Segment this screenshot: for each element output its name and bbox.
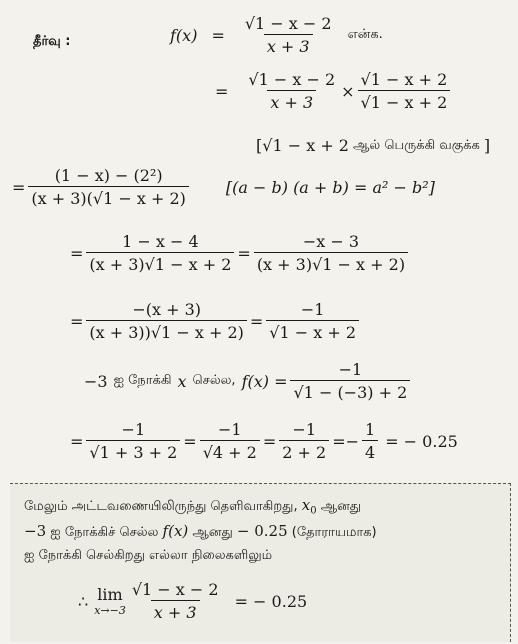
numerator: −1 — [121, 420, 146, 439]
denominator: √4 + 2 — [200, 440, 260, 462]
note-text-a: மேலும் அட்டவணையிலிருந்து தெளிவாகிறது, — [24, 499, 298, 514]
numerator: −x − 3 — [302, 232, 360, 251]
fx-label: f(x) = — [241, 371, 288, 391]
note-text-c: ஆனது — [320, 499, 362, 514]
open-bracket: [ — [256, 136, 263, 155]
equals-sign: = — [12, 177, 26, 197]
denominator: 2 + 2 — [279, 440, 329, 462]
denominator: √1 − (−3) + 2 — [290, 380, 410, 402]
denominator: √1 + 3 + 2 — [86, 440, 180, 462]
fraction — [290, 360, 410, 402]
going-text: செல்ல, — [192, 373, 236, 388]
numerator: √1 − x − 2 — [244, 14, 332, 33]
limit-statement — [78, 580, 307, 622]
fx-label: f(x) — [170, 25, 198, 45]
fraction-2 — [266, 300, 359, 342]
conjugate-expr: √1 − x + 2 — [262, 136, 349, 155]
equals-sign: = — [215, 81, 229, 101]
numerator: √1 − x − 2 — [131, 580, 219, 599]
minus-sign: − — [345, 431, 359, 451]
numerator: (1 − x) − (2²) — [54, 166, 163, 185]
fraction-1 — [245, 70, 338, 112]
fraction — [28, 166, 188, 208]
equals-sign: = — [70, 311, 84, 331]
identity-note: [(a − b) (a + b) = a² − b²] — [225, 177, 435, 197]
equals-sign-2: = — [249, 311, 264, 331]
fraction-1 — [86, 300, 246, 342]
equals-sign-4: = — [332, 431, 346, 451]
denominator: (x + 3)√1 − x + 2) — [254, 252, 408, 274]
equation-line-4 — [12, 166, 435, 208]
let-text: என்க. — [347, 27, 383, 42]
multiply-note — [256, 136, 490, 155]
equation-line-6 — [70, 300, 362, 342]
fraction — [242, 14, 335, 56]
note-line-1 — [24, 496, 361, 517]
numerator: −1 — [292, 420, 317, 439]
numerator: √1 − x + 2 — [360, 70, 448, 89]
x0-subscript: 0 — [310, 505, 317, 517]
numerator: −(x + 3) — [132, 300, 201, 319]
approach-value: −3 — [24, 522, 47, 540]
lim-text: lim — [97, 585, 123, 604]
equals-sign-3: = — [262, 431, 277, 451]
denominator: x + 3 — [267, 90, 316, 112]
equals-sign-2: = — [183, 431, 197, 451]
fraction-2 — [358, 70, 451, 112]
approx-value: − 0.25 — [236, 522, 288, 540]
fraction-1 — [86, 232, 234, 274]
note-line-3: ஐ நோக்கி செல்கிறது எல்லா நிலைகளிலும் — [24, 548, 273, 563]
fraction — [129, 580, 222, 622]
limit-result: = − 0.25 — [234, 591, 308, 611]
numerator: 1 — [365, 420, 376, 439]
note-text-f: (தோராயமாக) — [291, 525, 377, 540]
equation-line-2 — [215, 70, 453, 112]
towards-text: ஐ நோக்கி — [113, 373, 172, 388]
x0-symbol: x — [301, 496, 311, 514]
limit-operator — [94, 585, 126, 617]
variable-x: x — [177, 371, 187, 391]
fraction-1 — [86, 420, 180, 462]
denominator: (x + 3)(√1 − x + 2) — [28, 186, 188, 208]
note-line-2 — [24, 522, 377, 541]
limit-subscript: x→−3 — [94, 604, 126, 617]
equation-line-1 — [170, 14, 383, 56]
denominator: x + 3 — [264, 34, 313, 56]
equation-line-8 — [70, 420, 458, 462]
denominator: x + 3 — [151, 600, 200, 622]
fraction-2 — [254, 232, 408, 274]
numerator: −1 — [300, 300, 325, 319]
numerator: 1 − x − 4 — [122, 232, 199, 251]
equation-line-7 — [84, 360, 413, 402]
fraction-4 — [362, 420, 378, 462]
equation-line-5 — [70, 232, 411, 274]
fraction-3 — [279, 420, 329, 462]
solution-label: தீர்வு : — [33, 34, 71, 49]
numerator: √1 − x − 2 — [248, 70, 336, 89]
fraction-2 — [200, 420, 260, 462]
multiply-divide-text: ஆல் பெருக்கி வகுக்க — [352, 137, 480, 153]
equals-sign: = — [211, 25, 225, 45]
denominator: (x + 3))√1 − x + 2) — [86, 320, 246, 342]
numerator: −1 — [338, 360, 363, 379]
therefore-symbol: ∴ — [78, 591, 89, 611]
approach-value: −3 — [84, 371, 108, 391]
note-text-d: ஆனது — [192, 525, 233, 540]
fx-label: f(x) — [162, 522, 189, 540]
denominator: (x + 3)√1 − x + 2 — [86, 252, 234, 274]
denominator: √1 − x + 2 — [358, 90, 451, 112]
numerator: −1 — [217, 420, 242, 439]
times-sign: × — [341, 81, 355, 101]
equals-sign: = — [70, 243, 84, 263]
equals-sign: = — [70, 431, 84, 451]
note-text-b: ஐ நோக்கிச் செல்ல — [50, 525, 159, 540]
denominator: 4 — [362, 440, 378, 462]
result-value: = − 0.25 — [385, 431, 458, 451]
close-bracket: ] — [483, 136, 491, 155]
equals-sign-2: = — [237, 243, 251, 263]
denominator: √1 − x + 2 — [266, 320, 359, 342]
